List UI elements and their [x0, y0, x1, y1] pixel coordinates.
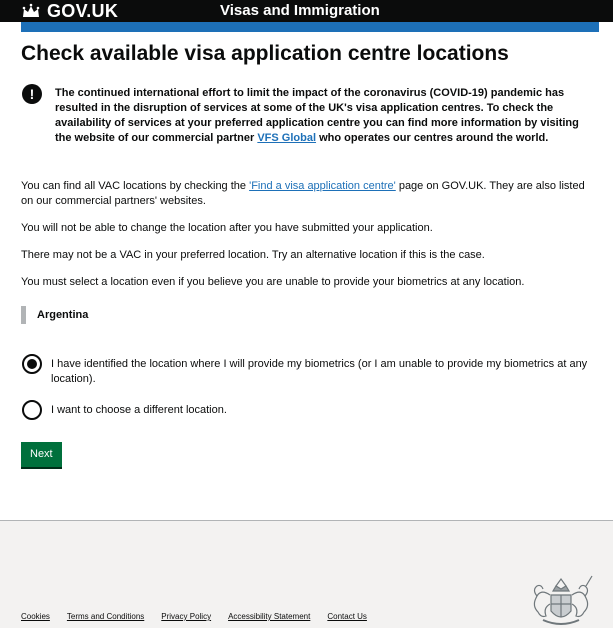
- p1-end: page on GOV.UK. They are also listed on our commercial partners' websites.: [21, 180, 585, 207]
- p1-start: You can find all VAC locations by checking the: [21, 180, 250, 192]
- radio-label[interactable]: I have identified the location where I will provide my biometrics (or I am unable to provide my biometrics at any location).: [51, 358, 588, 385]
- alternative-location-paragraph: There may not be a VAC in your preferred location. Try an alternative location if this is the case.: [21, 249, 485, 261]
- selected-location: Argentina: [37, 309, 89, 321]
- radio-button-unchecked[interactable]: [22, 400, 42, 420]
- next-button[interactable]: Next: [21, 442, 62, 467]
- footer-links: [21, 612, 367, 621]
- crown-icon: [21, 3, 41, 19]
- exclamation-icon: !: [22, 84, 42, 104]
- footer-link-contact[interactable]: Contact Us: [327, 612, 367, 621]
- royal-crest-icon: [523, 568, 599, 630]
- vfs-global-link[interactable]: VFS Global: [257, 132, 317, 144]
- radio-label[interactable]: I want to choose a different location.: [51, 404, 227, 416]
- location-radios: [21, 354, 593, 418]
- find-vac-link[interactable]: 'Find a visa application centre': [249, 180, 396, 192]
- warning-text: [21, 86, 593, 146]
- logo-text: GOV.UK: [47, 0, 119, 21]
- change-location-paragraph: You will not be able to change the location after you have submitted your application.: [21, 222, 433, 234]
- govuk-logo[interactable]: [21, 1, 118, 21]
- warning-text-start: The continued international effort to limit the impact of the coronavirus (COVID-19) pandemic has resulted in the disruption of services at some of the UK's visa application centres. To check the availability of services at your preferred application centre you can find more information by visiting the website of our commercial partner: [55, 87, 579, 144]
- footer-link-privacy[interactable]: Privacy Policy: [161, 612, 212, 621]
- footer-link-accessibility[interactable]: Accessibility Statement: [228, 612, 311, 621]
- site-footer: [0, 520, 613, 628]
- warning-text-end: who operates our centres around the world.: [316, 132, 549, 144]
- radio-different-location[interactable]: [21, 400, 593, 418]
- service-name[interactable]: Visas and Immigration: [220, 2, 380, 19]
- header-blue-bar: [21, 22, 599, 32]
- main-content: [21, 40, 593, 467]
- page-title: Check available visa application centre locations: [21, 42, 509, 65]
- vac-locations-paragraph: [21, 179, 593, 209]
- select-location-paragraph: You must select a location even if you believe you are unable to provide your biometrics at any location.: [21, 276, 525, 288]
- selected-location-inset: [21, 306, 593, 324]
- radio-identified-location[interactable]: [21, 354, 593, 387]
- footer-link-cookies[interactable]: Cookies: [21, 612, 50, 621]
- footer-link-terms[interactable]: Terms and Conditions: [66, 612, 145, 621]
- radio-button-checked[interactable]: [22, 354, 42, 374]
- site-header: [0, 0, 613, 22]
